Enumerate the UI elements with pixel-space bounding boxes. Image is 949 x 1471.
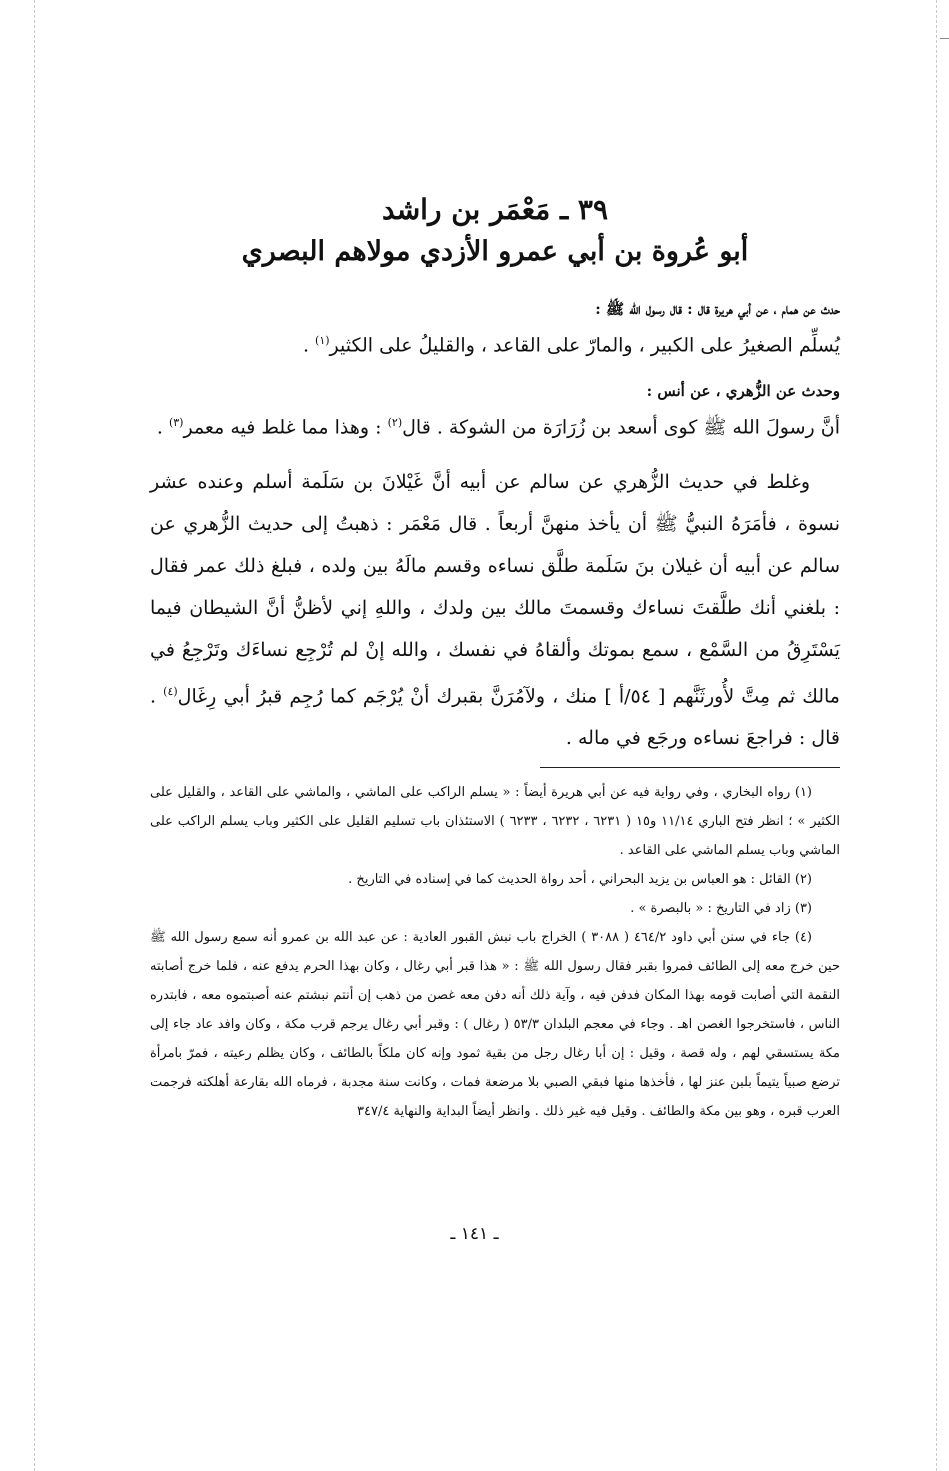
- footnote-ref-4[interactable]: (٤): [163, 684, 178, 698]
- hadith-2-text: أنَّ رسولَ الله ﷺ كوى أسعد بن زُرَارَة من الشوكة . قال: [402, 416, 840, 439]
- footnote-ref-2[interactable]: (٢): [387, 416, 403, 430]
- scan-edge-right: [936, 0, 937, 1471]
- page-body: [150, 190, 840, 1126]
- body-text-b: . قال : فراجعَ نساءه ورجَع في ماله .: [150, 684, 840, 749]
- footnote-ref-3[interactable]: (٣): [168, 416, 184, 430]
- scan-top-rule: [940, 38, 949, 39]
- footnote-2: (٢) القائل : هو العباس بن يزيد البحراني ، أحد رواة الحديث كما في إسناده في التاريخ .: [348, 871, 812, 887]
- hadith-1-text: يُسلِّم الصغيرُ على الكبير ، والمارّ على القاعد ، والقليلُ على الكثير: [329, 334, 840, 357]
- footnote-divider: [540, 767, 840, 768]
- page-number: ـ ١٤١ ـ: [450, 1224, 499, 1244]
- hadith-1-isnad: حدث عن همام ، عن أبي هريرة قال : قال رسول الله ﷺ :: [595, 300, 840, 318]
- chapter-subtitle: أبو عُروة بن أبي عمرو الأزدي مولاهم البصري: [241, 236, 749, 267]
- hadith-1-matn: [150, 322, 840, 364]
- footnote-3: (٣) زاد في التاريخ : « بالبصرة » .: [630, 900, 812, 916]
- chapter-title: ٣٩ ـ مَعْمَر بن راشد: [382, 193, 608, 226]
- hadith-2-end: .: [156, 416, 169, 439]
- hadith-1-end: .: [302, 334, 316, 357]
- footnote-4: (٤) جاء في سنن أبي داود ٤٦٤/٢ ( ٣٠٨٨ ) الخراج باب نبش القبور العادية : عن عبد الله بن عمرو أنه سمع رسول الله ﷺ حين خرج معه إلى الطائف فمروا بقبر فقال رسول الله ﷺ : « هذا قبر أبي رغال ، وكان بهذا الحرم يدفع عنه ، فلما خرج أصابته النقمة التي أصابت قومه بهذا المكان فدفن فيه ، وآية ذلك أنه دفن معه غصن من ذهب إن أنتم نبشتم عنه أصبتموه معه ، فابتدره الناس ، فاستخرجوا الغصن اهـ . وجاء في معجم البلدان ٥٣/٣ ( رغال ) : وقبر أبي رغال يرجم قرب مكة ، وكان وافد عاد جاء إلى مكة يستسقي لهم ، وله قصة ، وقيل : إن أبا رغال رجل من بقية ثمود وإنه كان ملكاً بالطائف ، وكان يظلم رعيته ، فمرّ بامرأة ترضع صبياً يتيماً بلبن عنز لها ، فأخذها منها فبقي الصبي بلا مرضعة فمات ، وكانت سنة مجدبة ، فرماه الله بقارعة أهلكته فرجمت العرب قبره ، وهو بين مكة والطائف . وقيل فيه غير ذلك . وانظر أيضاً البداية والنهاية ٣٤٧/٤: [150, 929, 840, 1119]
- body-paragraph: [150, 461, 840, 759]
- body-text-a: وغلط في حديث الزُّهري عن سالم عن أبيه أنَّ غَيْلانَ بن سَلَمة أسلم وعنده عشر نسوة ، فأمَرَهُ النبيُّ ﷺ أن يأخذ منهنَّ أربعاً . قال مَعْمَر : ذهبتُ إلى حديث الزُّهري عن سالم عن أبيه أن غيلان بنَ سَلَمة طلَّق نساءه وقسم مالَهُ بين ولده ، فبلغ ذلك عمر فقال : بلغني أنك طلَّقتَ نساءك وقسمتَ مالك بين ولدك ، واللهِ إني لأظنُّ أنَّ الشيطان فيما يَسْتَرِقُ من السَّمْع ، سمع بموتك وألقاهُ في نفسك ، والله إنْ لم تُرْجِع نساءَك وتَرْجِعُ في مالك ثم مِتَّ لأُورثَنَّهم [ ٥٤/أ ] منك ، ولآمُرَنَّ بقبرك أنْ يُرْجَم كما رُجِم قبرُ أبي رِغَال: [150, 470, 840, 707]
- scan-edge-left: [34, 0, 35, 1471]
- hadith-2-matn: [150, 404, 840, 446]
- hadith-2-isnad: وحدث عن الزُّهري ، عن أنس :: [646, 382, 840, 401]
- hadith-2-cont: : وهذا مما غلط فيه معمر: [183, 416, 388, 439]
- footnote-ref-1[interactable]: (١): [315, 334, 330, 347]
- footnote-1: (١) رواه البخاري ، وفي رواية فيه عن أبي هريرة أيضاً : « يسلم الراكب على الماشي ، والماشي على القاعد ، والقليل على الكثير » ؛ انظر فتح الباري ١١/١٤ و١٥ ( ٦٢٣١ ، ٦٢٣٢ ، ٦٢٣٣ ) الاستئذان باب تسليم القليل على الكثير وباب يسلم الراكب على الماشي وباب يسلم الماشي على القاعد .: [150, 784, 840, 858]
